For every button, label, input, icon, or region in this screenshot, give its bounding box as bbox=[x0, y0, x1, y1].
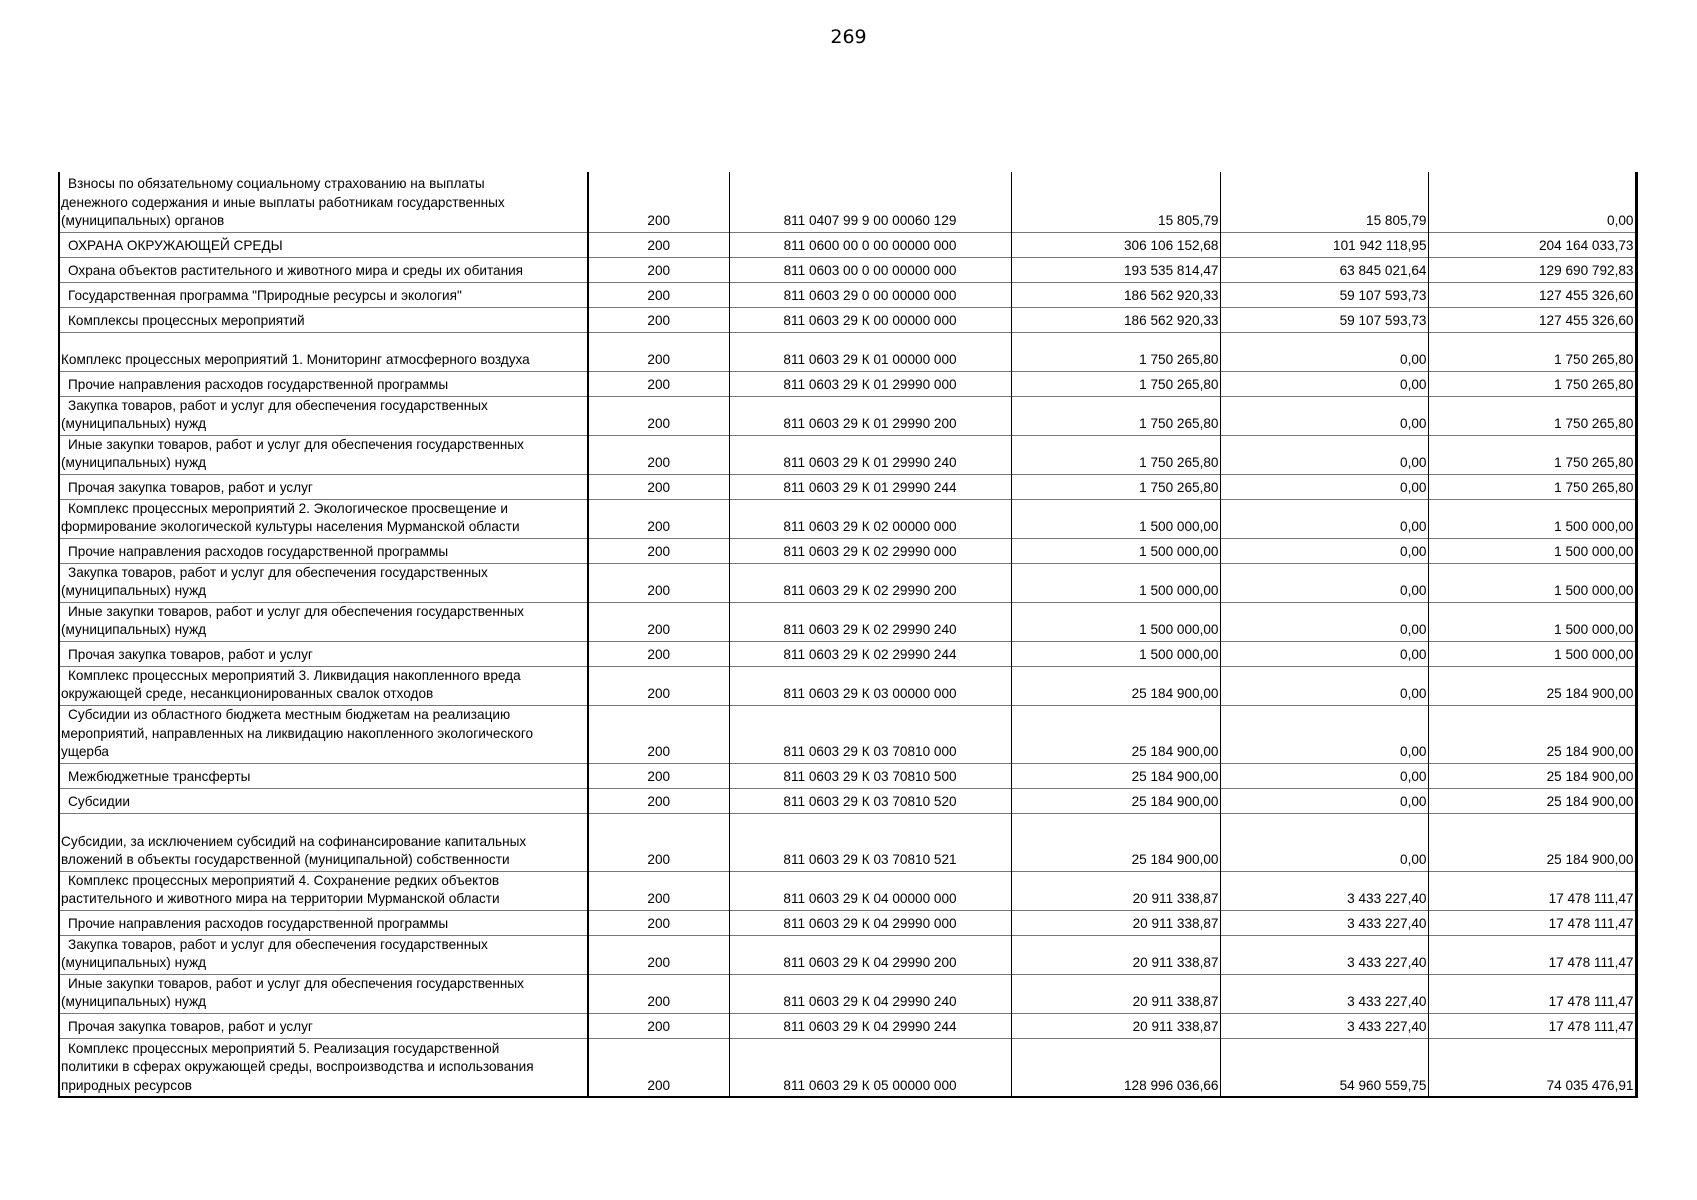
budget-code-cell: 200 bbox=[588, 371, 729, 396]
executed-amount-cell: 0,00 bbox=[1220, 641, 1428, 666]
classification-code-cell: 811 0603 29 К 02 00000 000 bbox=[729, 499, 1011, 538]
executed-amount-cell: 0,00 bbox=[1220, 705, 1428, 763]
table-row bbox=[59, 232, 1636, 257]
expense-name-line: природных ресурсов bbox=[61, 1077, 192, 1093]
classification-code-cell: 811 0603 29 К 03 70810 520 bbox=[729, 788, 1011, 813]
remainder-amount-cell: 1 500 000,00 bbox=[1428, 499, 1636, 538]
expense-name-line: Субсидии из областного бюджета местным бюджетам на реализацию bbox=[68, 707, 511, 722]
expense-name-line: Межбюджетные трансферты bbox=[68, 769, 251, 784]
approved-amount-cell: 306 106 152,68 bbox=[1011, 232, 1220, 257]
expense-name-line: Прочая закупка товаров, работ и услуг bbox=[68, 647, 313, 662]
executed-amount-cell: 15 805,79 bbox=[1220, 172, 1428, 232]
expense-name-line: (муниципальных) нужд bbox=[61, 994, 207, 1009]
executed-amount-cell: 3 433 227,40 bbox=[1220, 910, 1428, 935]
executed-amount-cell: 3 433 227,40 bbox=[1220, 871, 1428, 910]
approved-amount-cell: 15 805,79 bbox=[1011, 172, 1220, 232]
table-row bbox=[59, 910, 1636, 935]
table-row bbox=[59, 871, 1636, 910]
executed-amount-cell: 59 107 593,73 bbox=[1220, 282, 1428, 307]
classification-code-cell: 811 0603 29 К 04 29990 200 bbox=[729, 935, 1011, 974]
approved-amount-cell: 25 184 900,00 bbox=[1011, 666, 1220, 705]
approved-amount-cell: 1 500 000,00 bbox=[1011, 602, 1220, 641]
remainder-amount-cell: 25 184 900,00 bbox=[1428, 788, 1636, 813]
expense-name-line: вложений в объекты государственной (муниципальной) собственности bbox=[61, 852, 510, 867]
approved-amount-cell: 20 911 338,87 bbox=[1011, 871, 1220, 910]
budget-code-cell: 200 bbox=[588, 666, 729, 705]
expense-name-line: Закупка товаров, работ и услуг для обеспечения государственных bbox=[68, 564, 488, 580]
classification-code-cell: 811 0603 29 К 01 29990 200 bbox=[729, 396, 1011, 435]
expense-name-line: окружающей среде, несанкционированных свалок отходов bbox=[61, 686, 434, 701]
budget-code-cell: 200 bbox=[588, 813, 729, 871]
remainder-amount-cell: 74 035 476,91 bbox=[1428, 1038, 1636, 1097]
executed-amount-cell: 101 942 118,95 bbox=[1220, 232, 1428, 257]
table-row bbox=[59, 1038, 1636, 1097]
approved-amount-cell: 193 535 814,47 bbox=[1011, 257, 1220, 282]
budget-code-cell: 200 bbox=[588, 641, 729, 666]
expense-name-cell bbox=[59, 282, 588, 307]
remainder-amount-cell: 25 184 900,00 bbox=[1428, 666, 1636, 705]
remainder-amount-cell: 17 478 111,47 bbox=[1428, 935, 1636, 974]
table-row bbox=[59, 974, 1636, 1013]
remainder-amount-cell: 17 478 111,47 bbox=[1428, 910, 1636, 935]
expense-name-cell bbox=[59, 435, 588, 474]
table-row bbox=[59, 641, 1636, 666]
expense-name-cell bbox=[59, 1038, 588, 1097]
approved-amount-cell: 25 184 900,00 bbox=[1011, 813, 1220, 871]
table-row bbox=[59, 666, 1636, 705]
expense-name-cell bbox=[59, 602, 588, 641]
classification-code-cell: 811 0603 29 К 05 00000 000 bbox=[729, 1038, 1011, 1097]
expense-name-cell bbox=[59, 371, 588, 396]
expense-name-line: (муниципальных) нужд bbox=[61, 416, 207, 431]
classification-code-cell: 811 0603 29 К 04 29990 244 bbox=[729, 1013, 1011, 1038]
classification-code-cell: 811 0603 29 К 04 00000 000 bbox=[729, 871, 1011, 910]
executed-amount-cell: 3 433 227,40 bbox=[1220, 1013, 1428, 1038]
executed-amount-cell: 63 845 021,64 bbox=[1220, 257, 1428, 282]
approved-amount-cell: 25 184 900,00 bbox=[1011, 763, 1220, 788]
expense-name-line: Комплекс процессных мероприятий 5. Реализация государственной bbox=[68, 1040, 500, 1056]
expense-name-line bbox=[61, 814, 586, 833]
approved-amount-cell: 1 500 000,00 bbox=[1011, 641, 1220, 666]
expense-name-cell bbox=[59, 307, 588, 332]
remainder-amount-cell: 1 500 000,00 bbox=[1428, 538, 1636, 563]
table-row bbox=[59, 499, 1636, 538]
expense-name-line bbox=[61, 333, 586, 352]
expense-name-cell bbox=[59, 641, 588, 666]
table-row bbox=[59, 396, 1636, 435]
expense-name-line: (муниципальных) нужд bbox=[61, 455, 207, 470]
expense-name-line: Закупка товаров, работ и услуг для обеспечения государственных bbox=[68, 397, 488, 413]
executed-amount-cell: 0,00 bbox=[1220, 563, 1428, 602]
approved-amount-cell: 1 750 265,80 bbox=[1011, 435, 1220, 474]
executed-amount-cell: 0,00 bbox=[1220, 602, 1428, 641]
expense-name-line: политики в сферах окружающей среды, воспроизводства и использования bbox=[61, 1059, 534, 1074]
budget-code-cell: 200 bbox=[588, 935, 729, 974]
table-row bbox=[59, 935, 1636, 974]
table-row bbox=[59, 371, 1636, 396]
expense-name-line: (муниципальных) нужд bbox=[61, 955, 207, 970]
expense-name-line: ущерба bbox=[61, 744, 109, 759]
expense-name-line: Охрана объектов растительного и животного мира и среды их обитания bbox=[68, 263, 524, 278]
expense-name-cell bbox=[59, 974, 588, 1013]
remainder-amount-cell: 17 478 111,47 bbox=[1428, 871, 1636, 910]
approved-amount-cell: 20 911 338,87 bbox=[1011, 910, 1220, 935]
approved-amount-cell: 1 750 265,80 bbox=[1011, 371, 1220, 396]
table-row bbox=[59, 257, 1636, 282]
expense-name-cell bbox=[59, 499, 588, 538]
remainder-amount-cell: 25 184 900,00 bbox=[1428, 813, 1636, 871]
budget-code-cell: 200 bbox=[588, 257, 729, 282]
table-row bbox=[59, 602, 1636, 641]
classification-code-cell: 811 0603 29 К 03 70810 521 bbox=[729, 813, 1011, 871]
classification-code-cell: 811 0603 29 К 01 29990 000 bbox=[729, 371, 1011, 396]
remainder-amount-cell: 1 500 000,00 bbox=[1428, 641, 1636, 666]
expense-name-line: Прочие направления расходов государственной программы bbox=[68, 544, 449, 559]
budget-code-cell: 200 bbox=[588, 563, 729, 602]
expense-name-cell bbox=[59, 871, 588, 910]
expense-name-line: Комплексы процессных мероприятий bbox=[68, 313, 305, 328]
remainder-amount-cell: 1 750 265,80 bbox=[1428, 332, 1636, 371]
expense-name-cell bbox=[59, 232, 588, 257]
expense-name-line: Прочие направления расходов государственной программы bbox=[68, 916, 449, 931]
budget-code-cell: 200 bbox=[588, 871, 729, 910]
approved-amount-cell: 1 750 265,80 bbox=[1011, 474, 1220, 499]
classification-code-cell: 811 0603 29 К 01 29990 244 bbox=[729, 474, 1011, 499]
expense-name-cell bbox=[59, 666, 588, 705]
budget-table-body bbox=[59, 172, 1636, 1097]
classification-code-cell: 811 0603 29 К 02 29990 240 bbox=[729, 602, 1011, 641]
expense-name-line: Прочая закупка товаров, работ и услуг bbox=[68, 480, 313, 495]
expense-name-line: Комплекс процессных мероприятий 4. Сохранение редких объектов bbox=[68, 872, 500, 888]
executed-amount-cell: 0,00 bbox=[1220, 763, 1428, 788]
expense-name-cell bbox=[59, 474, 588, 499]
remainder-amount-cell: 17 478 111,47 bbox=[1428, 974, 1636, 1013]
budget-code-cell: 200 bbox=[588, 974, 729, 1013]
executed-amount-cell: 54 960 559,75 bbox=[1220, 1038, 1428, 1097]
budget-code-cell: 200 bbox=[588, 474, 729, 499]
budget-code-cell: 200 bbox=[588, 307, 729, 332]
executed-amount-cell: 0,00 bbox=[1220, 435, 1428, 474]
budget-code-cell: 200 bbox=[588, 499, 729, 538]
remainder-amount-cell: 0,00 bbox=[1428, 172, 1636, 232]
expense-name-line: денежного содержания и иные выплаты работникам государственных bbox=[61, 194, 505, 210]
approved-amount-cell: 1 500 000,00 bbox=[1011, 538, 1220, 563]
expense-name-line: Субсидии, за исключением субсидий на софинансирование капитальных bbox=[61, 833, 527, 849]
classification-code-cell: 811 0603 29 К 00 00000 000 bbox=[729, 307, 1011, 332]
remainder-amount-cell: 1 750 265,80 bbox=[1428, 435, 1636, 474]
remainder-amount-cell: 127 455 326,60 bbox=[1428, 307, 1636, 332]
budget-code-cell: 200 bbox=[588, 435, 729, 474]
budget-code-cell: 200 bbox=[588, 396, 729, 435]
table-row bbox=[59, 474, 1636, 499]
remainder-amount-cell: 17 478 111,47 bbox=[1428, 1013, 1636, 1038]
budget-code-cell: 200 bbox=[588, 602, 729, 641]
classification-code-cell: 811 0603 29 К 02 29990 000 bbox=[729, 538, 1011, 563]
table-row bbox=[59, 172, 1636, 232]
expense-name-cell bbox=[59, 1013, 588, 1038]
approved-amount-cell: 1 500 000,00 bbox=[1011, 499, 1220, 538]
remainder-amount-cell: 204 164 033,73 bbox=[1428, 232, 1636, 257]
expense-name-line: Иные закупки товаров, работ и услуг для обеспечения государственных bbox=[68, 975, 524, 991]
table-row bbox=[59, 763, 1636, 788]
classification-code-cell: 811 0603 29 К 01 00000 000 bbox=[729, 332, 1011, 371]
classification-code-cell: 811 0600 00 0 00 00000 000 bbox=[729, 232, 1011, 257]
expense-name-line: Прочие направления расходов государственной программы bbox=[68, 377, 449, 392]
executed-amount-cell: 59 107 593,73 bbox=[1220, 307, 1428, 332]
classification-code-cell: 811 0603 29 К 03 70810 000 bbox=[729, 705, 1011, 763]
table-row bbox=[59, 435, 1636, 474]
expense-name-line: мероприятий, направленных на ликвидацию накопленного экологического bbox=[61, 725, 534, 741]
remainder-amount-cell: 1 750 265,80 bbox=[1428, 396, 1636, 435]
budget-code-cell: 200 bbox=[588, 232, 729, 257]
executed-amount-cell: 0,00 bbox=[1220, 788, 1428, 813]
expense-name-line: Комплекс процессных мероприятий 2. Экологическое просвещение и bbox=[68, 500, 508, 516]
remainder-amount-cell: 1 500 000,00 bbox=[1428, 563, 1636, 602]
classification-code-cell: 811 0603 29 К 03 70810 500 bbox=[729, 763, 1011, 788]
expense-name-line: (муниципальных) нужд bbox=[61, 583, 207, 598]
classification-code-cell: 811 0603 29 К 02 29990 244 bbox=[729, 641, 1011, 666]
expense-name-cell bbox=[59, 935, 588, 974]
expense-name-cell bbox=[59, 705, 588, 763]
classification-code-cell: 811 0603 29 К 02 29990 200 bbox=[729, 563, 1011, 602]
expense-name-line: Взносы по обязательному социальному страхованию на выплаты bbox=[68, 176, 485, 191]
expense-name-cell bbox=[59, 332, 588, 371]
approved-amount-cell: 20 911 338,87 bbox=[1011, 974, 1220, 1013]
expense-name-line: (муниципальных) нужд bbox=[61, 622, 207, 637]
expense-name-cell bbox=[59, 910, 588, 935]
executed-amount-cell: 0,00 bbox=[1220, 499, 1428, 538]
classification-code-cell: 811 0603 29 К 01 29990 240 bbox=[729, 435, 1011, 474]
expense-name-line: Государственная программа "Природные ресурсы и экология" bbox=[68, 288, 462, 303]
expense-name-cell bbox=[59, 788, 588, 813]
budget-code-cell: 200 bbox=[588, 910, 729, 935]
executed-amount-cell: 3 433 227,40 bbox=[1220, 935, 1428, 974]
table-row bbox=[59, 538, 1636, 563]
remainder-amount-cell: 127 455 326,60 bbox=[1428, 282, 1636, 307]
budget-code-cell: 200 bbox=[588, 332, 729, 371]
page-number: 269 bbox=[830, 26, 867, 48]
approved-amount-cell: 1 750 265,80 bbox=[1011, 332, 1220, 371]
executed-amount-cell: 3 433 227,40 bbox=[1220, 974, 1428, 1013]
remainder-amount-cell: 25 184 900,00 bbox=[1428, 763, 1636, 788]
expense-name-line: Комплекс процессных мероприятий 1. Мониторинг атмосферного воздуха bbox=[61, 352, 530, 367]
approved-amount-cell: 25 184 900,00 bbox=[1011, 705, 1220, 763]
remainder-amount-cell: 1 750 265,80 bbox=[1428, 371, 1636, 396]
table-row bbox=[59, 282, 1636, 307]
executed-amount-cell: 0,00 bbox=[1220, 371, 1428, 396]
budget-code-cell: 200 bbox=[588, 705, 729, 763]
classification-code-cell: 811 0603 29 К 04 29990 240 bbox=[729, 974, 1011, 1013]
remainder-amount-cell: 1 500 000,00 bbox=[1428, 602, 1636, 641]
expense-name-line: (муниципальных) органов bbox=[61, 213, 225, 228]
expense-name-cell bbox=[59, 538, 588, 563]
executed-amount-cell: 0,00 bbox=[1220, 332, 1428, 371]
expense-name-line: Субсидии bbox=[68, 794, 130, 809]
budget-code-cell: 200 bbox=[588, 172, 729, 232]
expense-name-line: растительного и животного мира на территории Мурманской области bbox=[61, 891, 500, 906]
remainder-amount-cell: 1 750 265,80 bbox=[1428, 474, 1636, 499]
approved-amount-cell: 186 562 920,33 bbox=[1011, 307, 1220, 332]
classification-code-cell: 811 0603 29 К 04 29990 000 bbox=[729, 910, 1011, 935]
table-row bbox=[59, 307, 1636, 332]
expense-name-cell bbox=[59, 563, 588, 602]
approved-amount-cell: 1 750 265,80 bbox=[1011, 396, 1220, 435]
classification-code-cell: 811 0603 29 К 03 00000 000 bbox=[729, 666, 1011, 705]
budget-code-cell: 200 bbox=[588, 282, 729, 307]
budget-code-cell: 200 bbox=[588, 788, 729, 813]
table-row bbox=[59, 788, 1636, 813]
expense-name-cell bbox=[59, 257, 588, 282]
expense-name-cell bbox=[59, 396, 588, 435]
executed-amount-cell: 0,00 bbox=[1220, 813, 1428, 871]
expense-name-line: Прочая закупка товаров, работ и услуг bbox=[68, 1019, 313, 1034]
table-row bbox=[59, 563, 1636, 602]
classification-code-cell: 811 0603 29 0 00 00000 000 bbox=[729, 282, 1011, 307]
approved-amount-cell: 20 911 338,87 bbox=[1011, 1013, 1220, 1038]
budget-code-cell: 200 bbox=[588, 763, 729, 788]
budget-code-cell: 200 bbox=[588, 1038, 729, 1097]
expense-name-line: формирование экологической культуры населения Мурманской области bbox=[61, 519, 520, 534]
table-row bbox=[59, 813, 1636, 871]
remainder-amount-cell: 129 690 792,83 bbox=[1428, 257, 1636, 282]
executed-amount-cell: 0,00 bbox=[1220, 538, 1428, 563]
expense-name-cell bbox=[59, 172, 588, 232]
executed-amount-cell: 0,00 bbox=[1220, 666, 1428, 705]
budget-table bbox=[58, 172, 1638, 1098]
approved-amount-cell: 20 911 338,87 bbox=[1011, 935, 1220, 974]
approved-amount-cell: 128 996 036,66 bbox=[1011, 1038, 1220, 1097]
approved-amount-cell: 1 500 000,00 bbox=[1011, 563, 1220, 602]
table-row bbox=[59, 1013, 1636, 1038]
remainder-amount-cell: 25 184 900,00 bbox=[1428, 705, 1636, 763]
expense-name-cell bbox=[59, 763, 588, 788]
table-row bbox=[59, 705, 1636, 763]
approved-amount-cell: 186 562 920,33 bbox=[1011, 282, 1220, 307]
classification-code-cell: 811 0407 99 9 00 00060 129 bbox=[729, 172, 1011, 232]
budget-code-cell: 200 bbox=[588, 538, 729, 563]
expense-name-line: Комплекс процессных мероприятий 3. Ликвидация накопленного вреда bbox=[68, 667, 521, 683]
approved-amount-cell: 25 184 900,00 bbox=[1011, 788, 1220, 813]
classification-code-cell: 811 0603 00 0 00 00000 000 bbox=[729, 257, 1011, 282]
budget-code-cell: 200 bbox=[588, 1013, 729, 1038]
executed-amount-cell: 0,00 bbox=[1220, 474, 1428, 499]
executed-amount-cell: 0,00 bbox=[1220, 396, 1428, 435]
table-row bbox=[59, 332, 1636, 371]
expense-name-line: Иные закупки товаров, работ и услуг для обеспечения государственных bbox=[68, 436, 524, 452]
expense-name-line: ОХРАНА ОКРУЖАЮЩЕЙ СРЕДЫ bbox=[68, 238, 283, 253]
expense-name-line: Иные закупки товаров, работ и услуг для обеспечения государственных bbox=[68, 603, 524, 619]
expense-name-line: Закупка товаров, работ и услуг для обеспечения государственных bbox=[68, 936, 488, 952]
expense-name-cell bbox=[59, 813, 588, 871]
